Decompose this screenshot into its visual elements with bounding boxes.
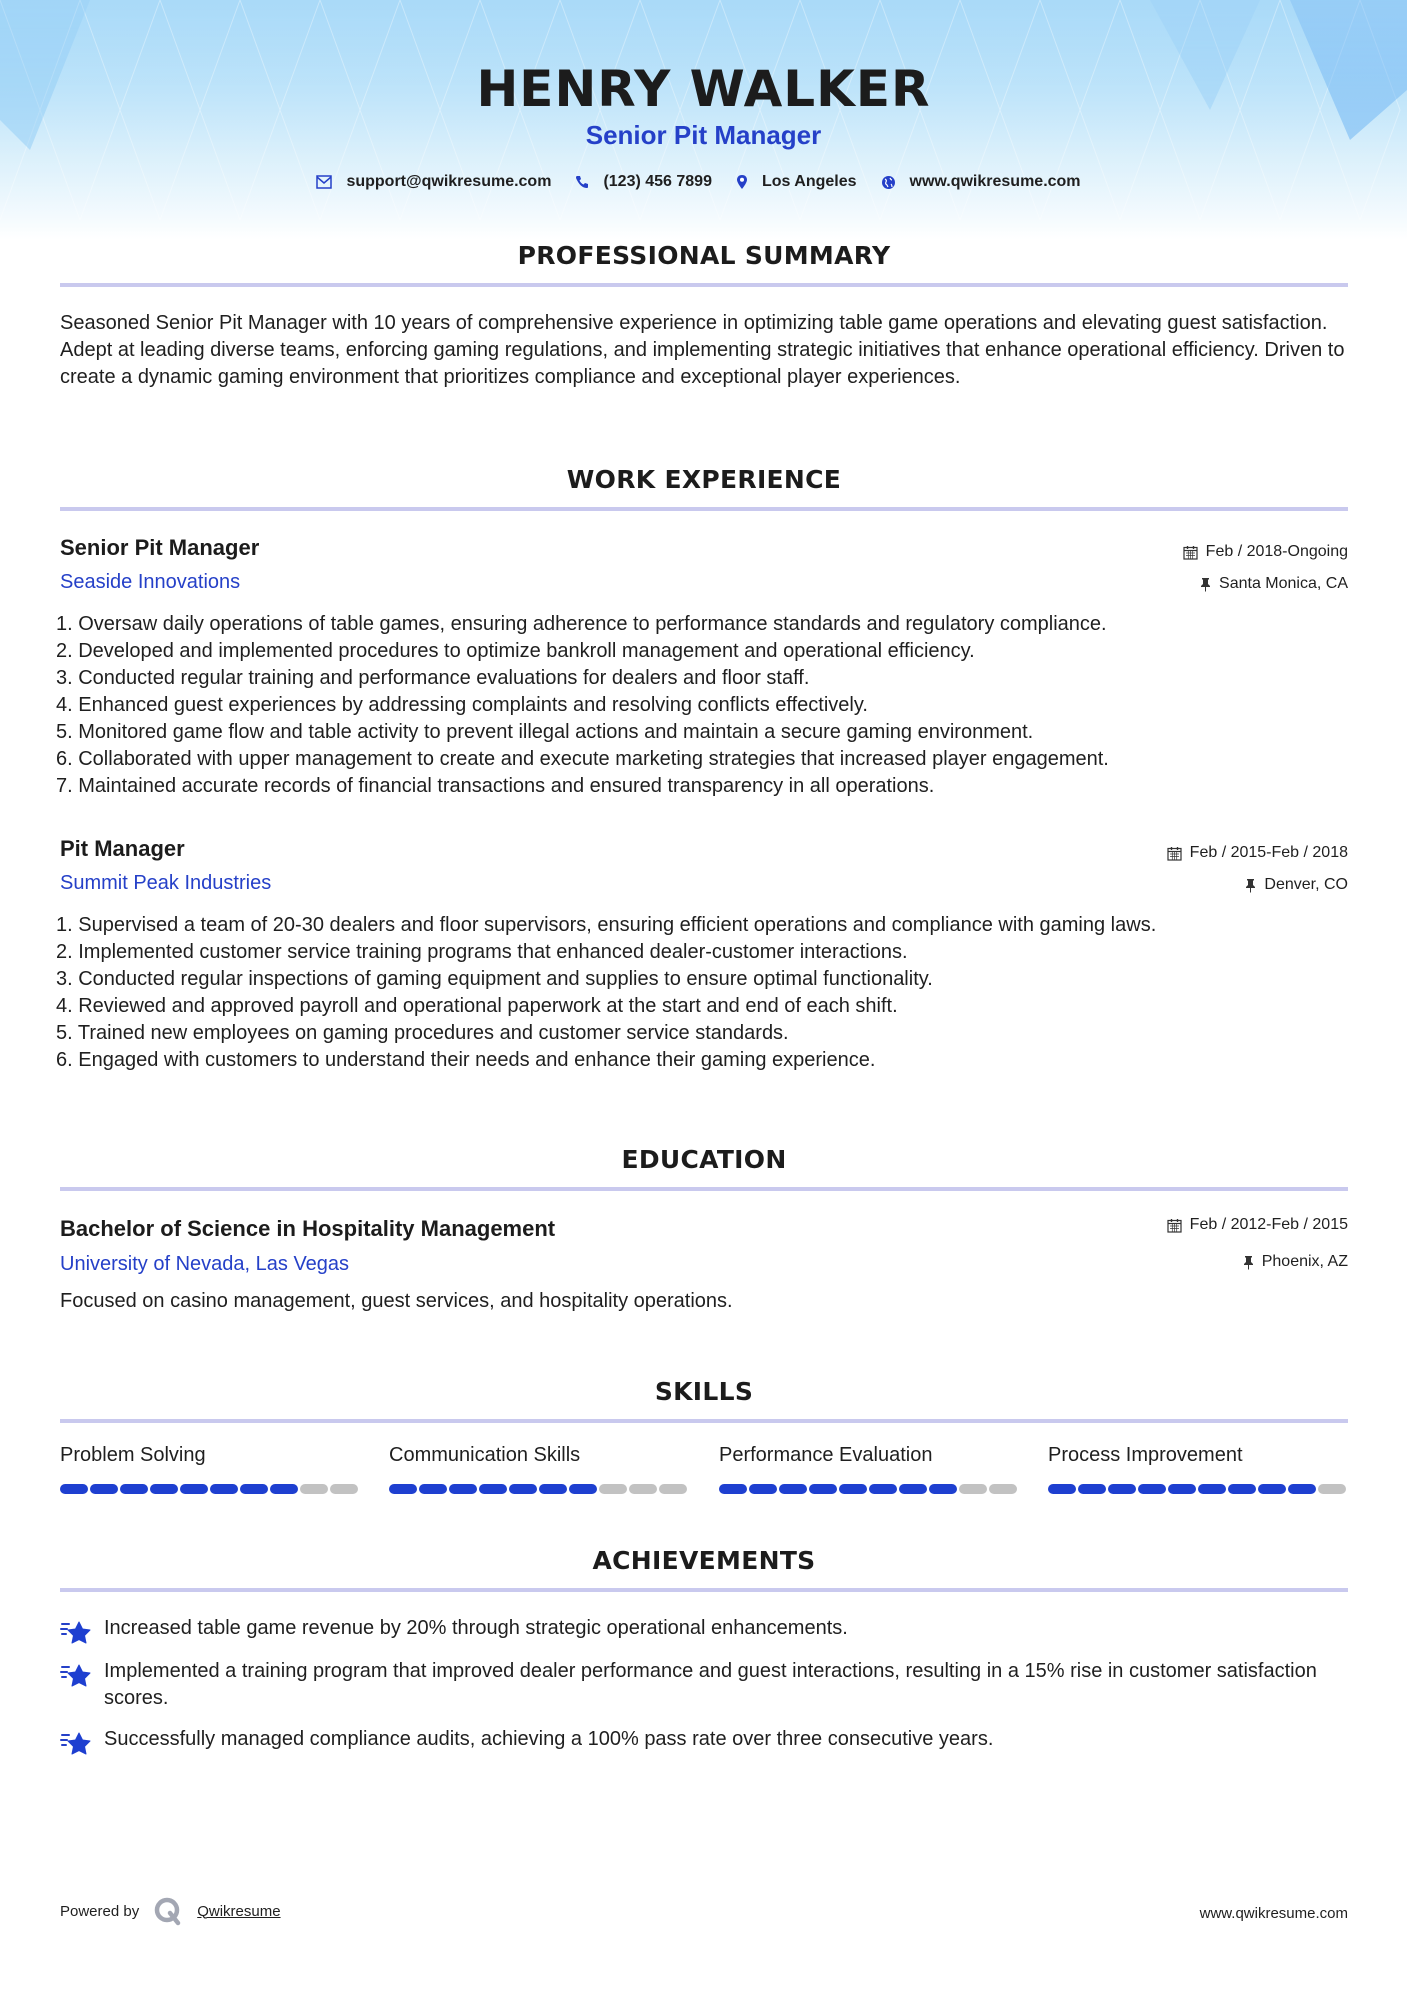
job-responsibilities — [56, 611, 1346, 800]
candidate-title: Senior Pit Manager — [585, 120, 822, 150]
email-text: support@qwikresume.com — [346, 173, 552, 190]
skill-level-segment — [1288, 1484, 1316, 1494]
skill-level-segment — [270, 1484, 298, 1494]
skill-level-segment — [240, 1484, 268, 1494]
list-item: 5. Monitored game flow and table activity to prevent illegal actions and maintain a secure gaming environment. — [56, 721, 1034, 743]
achievement-text: Implemented a training program that improved dealer performance and guest interactions, resulting in a 15% rise in customer satisfaction scores. — [104, 1660, 1317, 1709]
skill-level-segment — [569, 1484, 597, 1494]
skill-level-segment — [599, 1484, 627, 1494]
section-title-experience: WORK EXPERIENCE — [566, 465, 842, 494]
calendar-icon — [1183, 545, 1198, 560]
qwikresume-logo-icon — [153, 1896, 183, 1926]
skill-level-segment — [449, 1484, 477, 1494]
list-item: 4. Reviewed and approved payroll and operational paperwork at the start and end of each shift. — [56, 995, 898, 1017]
skill-item — [1048, 1444, 1348, 1494]
skill-level-segment — [120, 1484, 148, 1494]
contact-phone[interactable] — [575, 173, 712, 191]
list-item: 6. Collaborated with upper management to create and execute marketing strategies that increased player engagement. — [56, 748, 1109, 770]
skill-name: Problem Solving — [60, 1444, 206, 1466]
powered-by-label: Powered by — [60, 1902, 140, 1920]
skill-level-segment — [839, 1484, 867, 1494]
contact-website[interactable] — [881, 173, 1081, 191]
skill-name: Process Improvement — [1048, 1444, 1243, 1466]
skill-level-segment — [1198, 1484, 1226, 1494]
degree-title: Bachelor of Science in Hospitality Management — [60, 1216, 556, 1241]
phone-icon — [575, 175, 589, 189]
job-title: Senior Pit Manager — [60, 535, 260, 560]
skill-level-segment — [959, 1484, 987, 1494]
skill-level-segment — [809, 1484, 837, 1494]
skill-item — [60, 1444, 360, 1494]
achievement-item — [60, 1726, 1350, 1758]
skill-level-segment — [330, 1484, 358, 1494]
achievement-item — [60, 1658, 1350, 1712]
list-item: 3. Conducted regular inspections of gaming equipment and supplies to ensure optimal functionality. — [56, 968, 933, 990]
job-location — [1245, 876, 1348, 894]
pushpin-icon — [1243, 1255, 1254, 1270]
skill-level-segment — [479, 1484, 507, 1494]
section-divider — [60, 283, 1348, 287]
skill-level-segment — [389, 1484, 417, 1494]
skill-level-segment — [989, 1484, 1017, 1494]
contact-email[interactable] — [316, 173, 551, 191]
list-item: 1. Oversaw daily operations of table games, ensuring adherence to performance standards and regulatory compliance. — [56, 613, 1107, 635]
job-dates-text: Feb / 2015-Feb / 2018 — [1189, 844, 1348, 861]
skill-level-segment — [509, 1484, 537, 1494]
skill-level-segment — [90, 1484, 118, 1494]
job-responsibilities — [56, 912, 1346, 1074]
education-description: Focused on casino management, guest services, and hospitality operations. — [60, 1290, 733, 1312]
skill-level-segment — [1318, 1484, 1346, 1494]
skill-level-segment — [1048, 1484, 1076, 1494]
job-company: Summit Peak Industries — [60, 872, 272, 894]
star-icon — [60, 1619, 92, 1647]
skill-item — [719, 1444, 1019, 1494]
skill-level-segment — [150, 1484, 178, 1494]
job-location-text: Denver, CO — [1264, 876, 1348, 893]
job-company: Seaside Innovations — [60, 571, 241, 593]
contact-bar — [0, 173, 1407, 191]
summary-text: Seasoned Senior Pit Manager with 10 years of comprehensive experience in optimizing table game operations and elevating guest satisfaction. Adept at leading diverse teams, enforcing gaming regulations, and implementing strategic initiatives that enhance operational efficiency. Driven to create a dynamic gaming environment that prioritizes compliance and exceptional player experiences. — [60, 312, 1345, 388]
skill-level-segment — [1168, 1484, 1196, 1494]
skill-level-segment — [659, 1484, 687, 1494]
section-divider — [60, 1187, 1348, 1191]
skill-level-segment — [1228, 1484, 1256, 1494]
skill-name: Communication Skills — [389, 1444, 581, 1466]
section-title-achievements: ACHIEVEMENTS — [592, 1546, 816, 1575]
globe-icon — [881, 175, 896, 190]
list-item: 4. Enhanced guest experiences by addressing complaints and resolving conflicts effectively. — [56, 694, 868, 716]
skill-level-bar — [719, 1484, 1019, 1494]
list-item: 7. Maintained accurate records of financial transactions and ensured transparency in all operations. — [56, 775, 935, 797]
list-item: 2. Implemented customer service training programs that enhanced dealer-customer interactions. — [56, 941, 908, 963]
skill-level-segment — [1078, 1484, 1106, 1494]
contact-location — [736, 173, 857, 191]
skill-item — [389, 1444, 689, 1494]
footer-website[interactable]: www.qwikresume.com — [1199, 1905, 1348, 1922]
job-location — [1200, 575, 1348, 593]
skill-level-segment — [419, 1484, 447, 1494]
section-title-summary: PROFESSIONAL SUMMARY — [517, 241, 891, 270]
skill-level-segment — [719, 1484, 747, 1494]
website-text: www.qwikresume.com — [909, 173, 1081, 190]
qwikresume-link[interactable]: Qwikresume — [197, 1902, 281, 1920]
achievement-text: Increased table game revenue by 20% through strategic operational enhancements. — [104, 1617, 848, 1639]
list-item: 3. Conducted regular training and performance evaluations for dealers and floor staff. — [56, 667, 810, 689]
section-title-skills: SKILLS — [654, 1377, 754, 1406]
achievement-text: Successfully managed compliance audits, achieving a 100% pass rate over three consecutive years. — [104, 1728, 994, 1750]
job-dates-text: Feb / 2018-Ongoing — [1205, 543, 1348, 560]
list-item: 1. Supervised a team of 20-30 dealers and floor supervisors, ensuring efficient operations and compliance with gaming laws. — [56, 914, 1157, 936]
education-dates-text: Feb / 2012-Feb / 2015 — [1189, 1216, 1348, 1233]
skill-level-segment — [300, 1484, 328, 1494]
skill-level-bar — [389, 1484, 689, 1494]
map-pin-icon — [736, 174, 748, 190]
job-dates — [1183, 543, 1348, 561]
section-divider — [60, 1588, 1348, 1592]
skill-level-segment — [180, 1484, 208, 1494]
candidate-name: HENRY WALKER — [476, 60, 931, 118]
star-icon — [60, 1730, 92, 1758]
location-text: Los Angeles — [761, 173, 857, 190]
job-dates — [1167, 844, 1348, 862]
skill-level-segment — [869, 1484, 897, 1494]
list-item: 2. Developed and implemented procedures to optimize bankroll management and operational efficiency. — [56, 640, 975, 662]
skill-level-segment — [629, 1484, 657, 1494]
list-item: 6. Engaged with customers to understand their needs and enhance their gaming experience. — [56, 1049, 876, 1071]
calendar-icon — [1167, 1218, 1182, 1233]
footer-powered-by — [60, 1896, 281, 1926]
education-location — [1243, 1253, 1348, 1271]
achievement-item — [60, 1615, 1350, 1647]
calendar-icon — [1167, 846, 1182, 861]
skill-level-segment — [1108, 1484, 1136, 1494]
skill-level-segment — [1138, 1484, 1166, 1494]
pushpin-icon — [1245, 878, 1256, 893]
education-dates — [1167, 1216, 1348, 1234]
job-location-text: Santa Monica, CA — [1219, 575, 1348, 592]
section-divider — [60, 1419, 1348, 1423]
skill-level-bar — [60, 1484, 360, 1494]
star-icon — [60, 1662, 92, 1690]
skill-level-segment — [749, 1484, 777, 1494]
skill-level-segment — [1258, 1484, 1286, 1494]
envelope-icon — [316, 175, 332, 189]
job-title: Pit Manager — [60, 836, 185, 861]
skill-level-bar — [1048, 1484, 1348, 1494]
list-item: 5. Trained new employees on gaming procedures and customer service standards. — [56, 1022, 789, 1044]
skill-level-segment — [210, 1484, 238, 1494]
skill-name: Performance Evaluation — [719, 1444, 933, 1466]
skill-level-segment — [899, 1484, 927, 1494]
school-name: University of Nevada, Las Vegas — [60, 1253, 350, 1275]
skill-level-segment — [60, 1484, 88, 1494]
pushpin-icon — [1200, 577, 1211, 592]
skill-level-segment — [929, 1484, 957, 1494]
skill-level-segment — [539, 1484, 567, 1494]
section-title-education: EDUCATION — [621, 1145, 787, 1174]
section-divider — [60, 507, 1348, 511]
skill-level-segment — [779, 1484, 807, 1494]
resume-header — [0, 0, 1407, 240]
education-location-text: Phoenix, AZ — [1261, 1253, 1348, 1270]
phone-text: (123) 456 7899 — [603, 173, 712, 190]
